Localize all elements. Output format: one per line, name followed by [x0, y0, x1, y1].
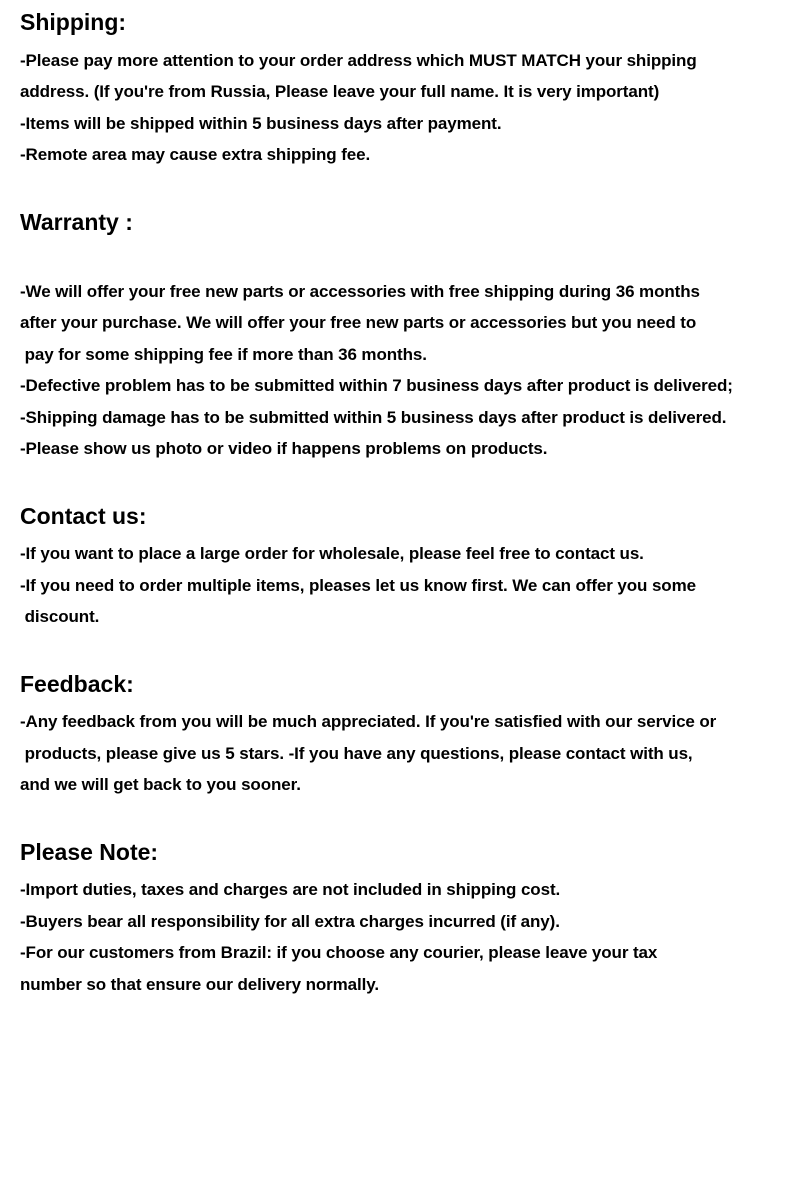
contact-line: -If you need to order multiple items, pleases let us know first. We can offer you some	[20, 576, 696, 595]
contact-heading: Contact us:	[20, 503, 147, 529]
warranty-heading: Warranty :	[20, 209, 133, 235]
feedback-heading: Feedback:	[20, 671, 134, 697]
feedback-line: products, please give us 5 stars. -If you have any questions, please contact with us,	[20, 744, 693, 763]
note-line: number so that ensure our delivery normally.	[20, 975, 379, 994]
note-line: -For our customers from Brazil: if you choose any courier, please leave your tax	[20, 943, 658, 962]
note-line: -Buyers bear all responsibility for all extra charges incurred (if any).	[20, 912, 560, 931]
shipping-line: -Remote area may cause extra shipping fee.	[20, 145, 371, 164]
warranty-line: after your purchase. We will offer your free new parts or accessories but you need to	[20, 313, 697, 332]
contact-line: discount.	[20, 607, 100, 626]
note-line: -Import duties, taxes and charges are not included in shipping cost.	[20, 880, 561, 899]
warranty-line: pay for some shipping fee if more than 36 months.	[20, 345, 427, 364]
warranty-line: -Shipping damage has to be submitted within 5 business days after product is delivered.	[20, 408, 727, 427]
shipping-heading: Shipping:	[20, 9, 127, 35]
feedback-line: and we will get back to you sooner.	[20, 775, 301, 794]
shipping-line: -Please pay more attention to your order address which MUST MATCH your shipping	[20, 51, 697, 70]
feedback-line: -Any feedback from you will be much appreciated. If you're satisfied with our service or	[20, 712, 717, 731]
warranty-line: -Please show us photo or video if happens problems on products.	[20, 439, 548, 458]
note-heading: Please Note:	[20, 839, 159, 865]
warranty-line: -Defective problem has to be submitted within 7 business days after product is delivered;	[20, 376, 733, 395]
warranty-line: -We will offer your free new parts or accessories with free shipping during 36 months	[20, 282, 700, 301]
contact-line: -If you want to place a large order for wholesale, please feel free to contact us.	[20, 544, 644, 563]
shipping-line: -Items will be shipped within 5 business days after payment.	[20, 114, 502, 133]
shipping-line: address. (If you're from Russia, Please leave your full name. It is very important)	[20, 82, 660, 101]
